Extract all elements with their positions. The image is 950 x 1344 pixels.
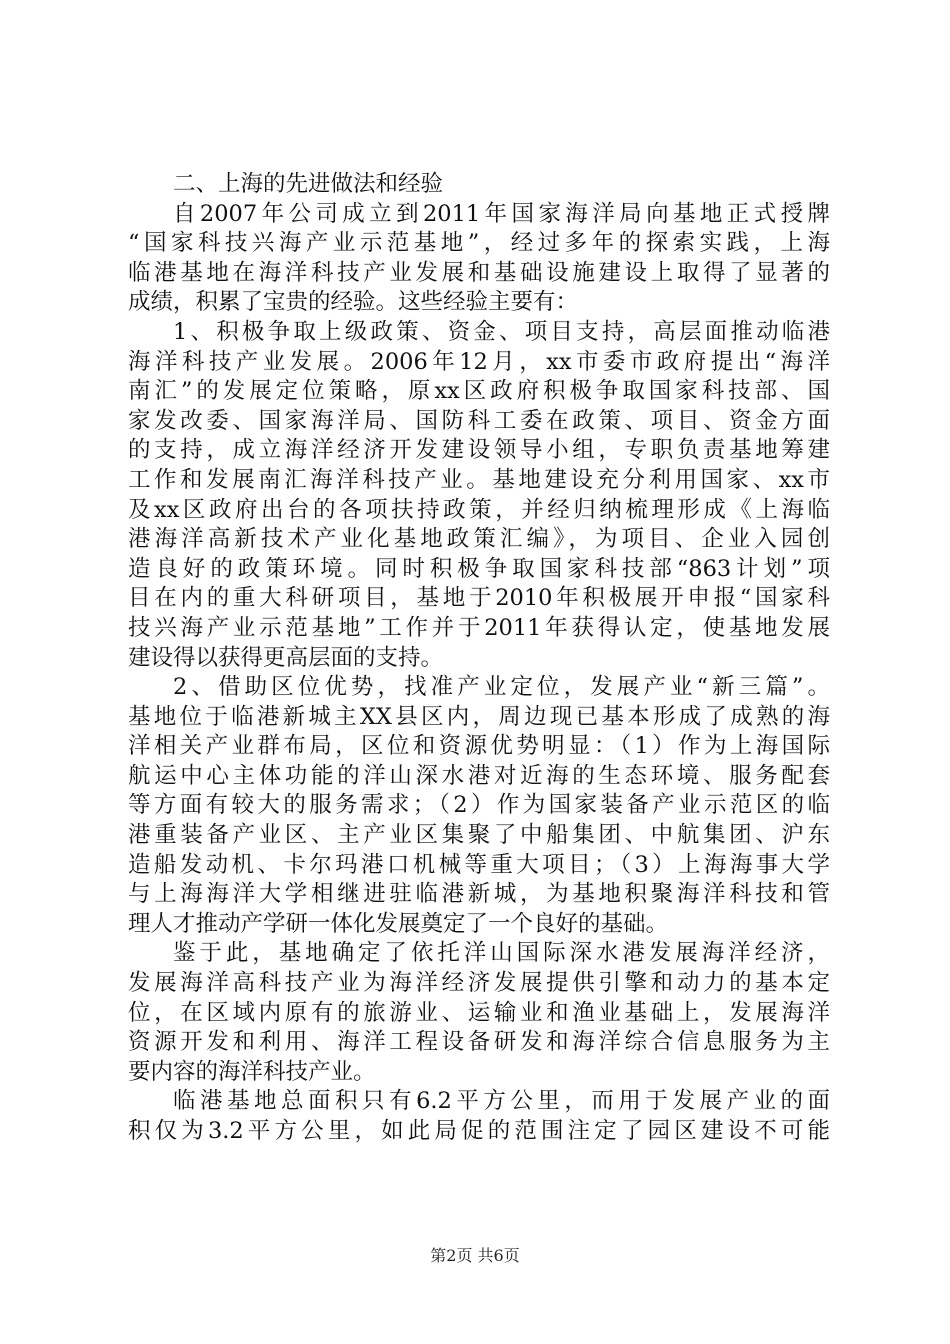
text-line: 造良好的政策环境。同时积极争取国家科技部“863计划”项 — [128, 555, 830, 582]
text-line: 鉴于此，基地确定了依托洋山国际深水港发展海洋经济， — [173, 940, 830, 967]
text-line: 成绩，积累了宝贵的经验。这些经验主要有： — [128, 289, 579, 316]
text-line: “国家科技兴海产业示范基地”，经过多年的探索实践，上海 — [128, 230, 830, 257]
page-number-footer: 第2页 共6页 — [430, 1246, 520, 1265]
text-line: 造船发动机、卡尔玛港口机械等重大项目；（3）上海海事大学 — [128, 851, 830, 878]
text-line: 南汇”的发展定位策略，原xx区政府积极争取国家科技部、国 — [128, 378, 830, 405]
text-line: 积仅为3.2平方公里，如此局促的范围注定了园区建设不可能 — [128, 1118, 830, 1144]
text-line: 洋相关产业群布局，区位和资源优势明显：（1）作为上海国际 — [128, 733, 830, 760]
text-line: 航运中心主体功能的洋山深水港对近海的生态环境、服务配套 — [128, 762, 830, 789]
text-line: 建设得以获得更高层面的支持。 — [128, 644, 444, 671]
text-line: 理人才推动产学研一体化发展奠定了一个良好的基础。 — [128, 910, 669, 937]
text-line: 1、积极争取上级政策、资金、项目支持，高层面推动临港 — [173, 318, 830, 345]
text-line: 港海洋高新技术产业化基地政策汇编》，为项目、企业入园创 — [128, 526, 830, 553]
text-line: 自2007年公司成立到2011年国家海洋局向基地正式授牌 — [173, 200, 830, 227]
text-line: 家发改委、国家海洋局、国防科工委在政策、项目、资金方面 — [128, 407, 830, 434]
text-line: 临港基地在海洋科技产业发展和基础设施建设上取得了显著的 — [128, 259, 830, 286]
text-line: 的支持，成立海洋经济开发建设领导小组，专职负责基地筹建 — [128, 437, 830, 464]
text-line: 等方面有较大的服务需求；（2）作为国家装备产业示范区的临 — [128, 792, 830, 819]
text-line: 港重装备产业区、主产业区集聚了中船集团、中航集团、沪东 — [128, 822, 830, 849]
paragraph-2 — [128, 318, 830, 673]
paragraph-5 — [128, 1087, 830, 1146]
text-line: 临港基地总面积只有6.2平方公里，而用于发展产业的面 — [173, 1088, 830, 1115]
text-line: 目在内的重大科研项目，基地于2010年积极展开申报“国家科 — [128, 585, 830, 612]
text-line: 工作和发展南汇海洋科技产业。基地建设充分利用国家、xx市 — [128, 466, 830, 493]
text-line: 资源开发和利用、海洋工程设备研发和海洋综合信息服务为主 — [128, 1029, 830, 1056]
paragraph-4 — [128, 939, 830, 1087]
paragraph-1 — [128, 200, 830, 318]
text-line: 要内容的海洋科技产业。 — [128, 1058, 376, 1085]
text-line: 基地位于临港新城主XX县区内，周边现已基本形成了成熟的海 — [128, 703, 830, 730]
text-line: 技兴海产业示范基地”工作并于2011年获得认定，使基地发展 — [128, 614, 830, 641]
text-line: 位，在区域内原有的旅游业、运输业和渔业基础上，发展海洋 — [128, 999, 830, 1026]
text-line: 海洋科技产业发展。2006年12月，xx市委市政府提出“海洋 — [128, 348, 830, 375]
text-line: 与上海海洋大学相继进驻临港新城，为基地积聚海洋科技和管 — [128, 881, 830, 908]
section-heading: 二、上海的先进做法和经验 — [173, 171, 444, 197]
text-line: 及xx区政府出台的各项扶持政策，并经归纳梳理形成《上海临 — [128, 496, 830, 523]
text-line: 2、借助区位优势，找准产业定位，发展产业“新三篇”。 — [173, 674, 830, 701]
document-body — [128, 170, 830, 1147]
text-line: 发展海洋高科技产业为海洋经济发展提供引擎和动力的基本定 — [128, 970, 830, 997]
paragraph-3 — [128, 673, 830, 939]
